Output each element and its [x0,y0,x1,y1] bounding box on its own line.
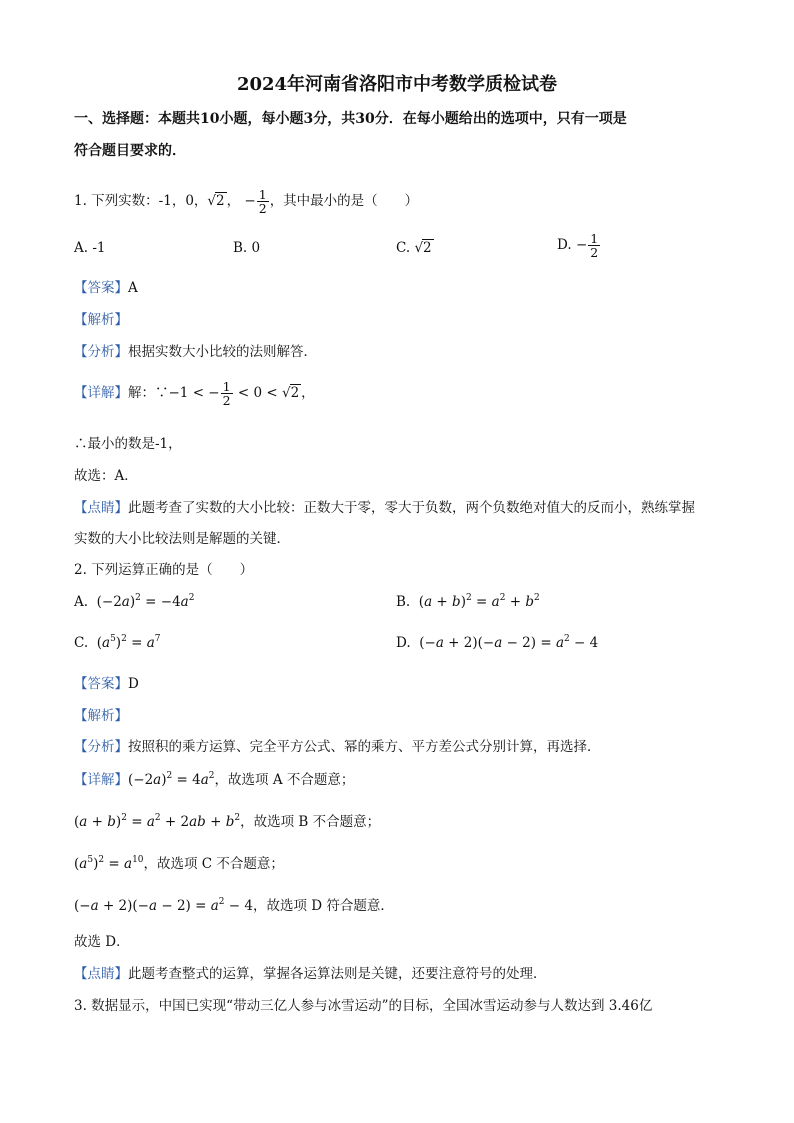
q1-dianjing-line1: 【点睛】此题考查了实数的大小比较：正数大于零，零大于负数，两个负数绝对值大的反而小，熟练掌握 [74,500,695,516]
q2-fenxi: 【分析】按照积的乘方运算、完全平方公式、幂的乘方、平方差公式分别计算，再选择． [74,739,601,755]
q2-stem: 2. 下列运算正确的是（ ） [74,562,254,578]
q1-analysis-label: 【解析】 [74,312,128,328]
q2-detail-d: $(-a + 2)(-a - 2) = a^2 - 4$，故选项 D 符合题意． [74,897,394,914]
q2-option-d: D. $(-a + 2)(-a - 2) = a^2 - 4$ [396,634,599,651]
q1-stem-tail: ，其中最小的是（ ） [269,193,419,210]
q2-detail-a: 【详解】$(-2a)^2 = 4a^2$，故选项 A 不合题意； [74,771,355,788]
q2-dianjing: 【点睛】此题考查整式的运算，掌握各运算法则是关键，还要注意符号的处理． [74,966,547,982]
q1-detail: 【详解】解：∵−1 < − $\frac{1}{2}$ < 0 < √2 ， [74,379,315,409]
q1-fenxi: 【分析】根据实数大小比较的法则解答． [74,344,317,360]
q1-answer: 【答案】A [74,280,138,296]
q3-stem: 3. 数据显示，中国已实现“带动三亿人参与冰雪运动”的目标，全国冰雪运动参与人数达到 3.46亿 [74,998,653,1014]
q2-analysis-label: 【解析】 [74,708,128,724]
section-heading-line1: 一、选择题：本题共10小题，每小题3分，共30分．在每小题给出的选项中，只有一项是 [74,111,627,127]
q2-option-a: A. $(-2a)^2 = -4a^2$ [74,593,195,610]
q1-stem: 1. 下列实数：-1，0，√2 ， − $\frac{1}{2}$ ，其中最小的是（ ） [74,187,419,217]
q1-option-a: A. -1 [74,240,106,256]
q1-option-d: D. − $\frac{1}{2}$ [557,231,599,261]
q1-sqrt-2: √2 [207,193,225,210]
q2-answer: 【答案】D [74,676,139,692]
q1-choose: 故选：A． [74,468,138,484]
q1-option-b: B. 0 [233,240,261,256]
q2-option-b: B. $(a + b)^2 = a^2 + b^2$ [396,593,540,610]
q1-frac-half: $\frac{1}{2}$ [258,187,267,217]
section-heading-line2: 符合题目要求的． [74,143,186,159]
q1-conclusion: ∴最小的数是-1， [74,436,182,452]
q2-choose: 故选 D． [74,934,130,950]
q1-stem-text: 1. 下列实数：-1，0， [74,193,208,210]
q2-detail-c: $(a^5)^2 = a^{10}$，故选项 C 不合题意； [74,855,284,872]
q2-detail-b: $(a + b)^2 = a^2 + 2ab + b^2$，故选项 B 不合题意； [74,813,381,830]
page-title: 2024年河南省洛阳市中考数学质检试卷 [236,74,558,95]
q1-dianjing-line2: 实数的大小比较法则是解题的关键． [74,531,290,547]
q1-option-c: C. √2 [396,240,432,256]
q2-option-c: C. $(a^5)^2 = a^7$ [74,634,161,651]
